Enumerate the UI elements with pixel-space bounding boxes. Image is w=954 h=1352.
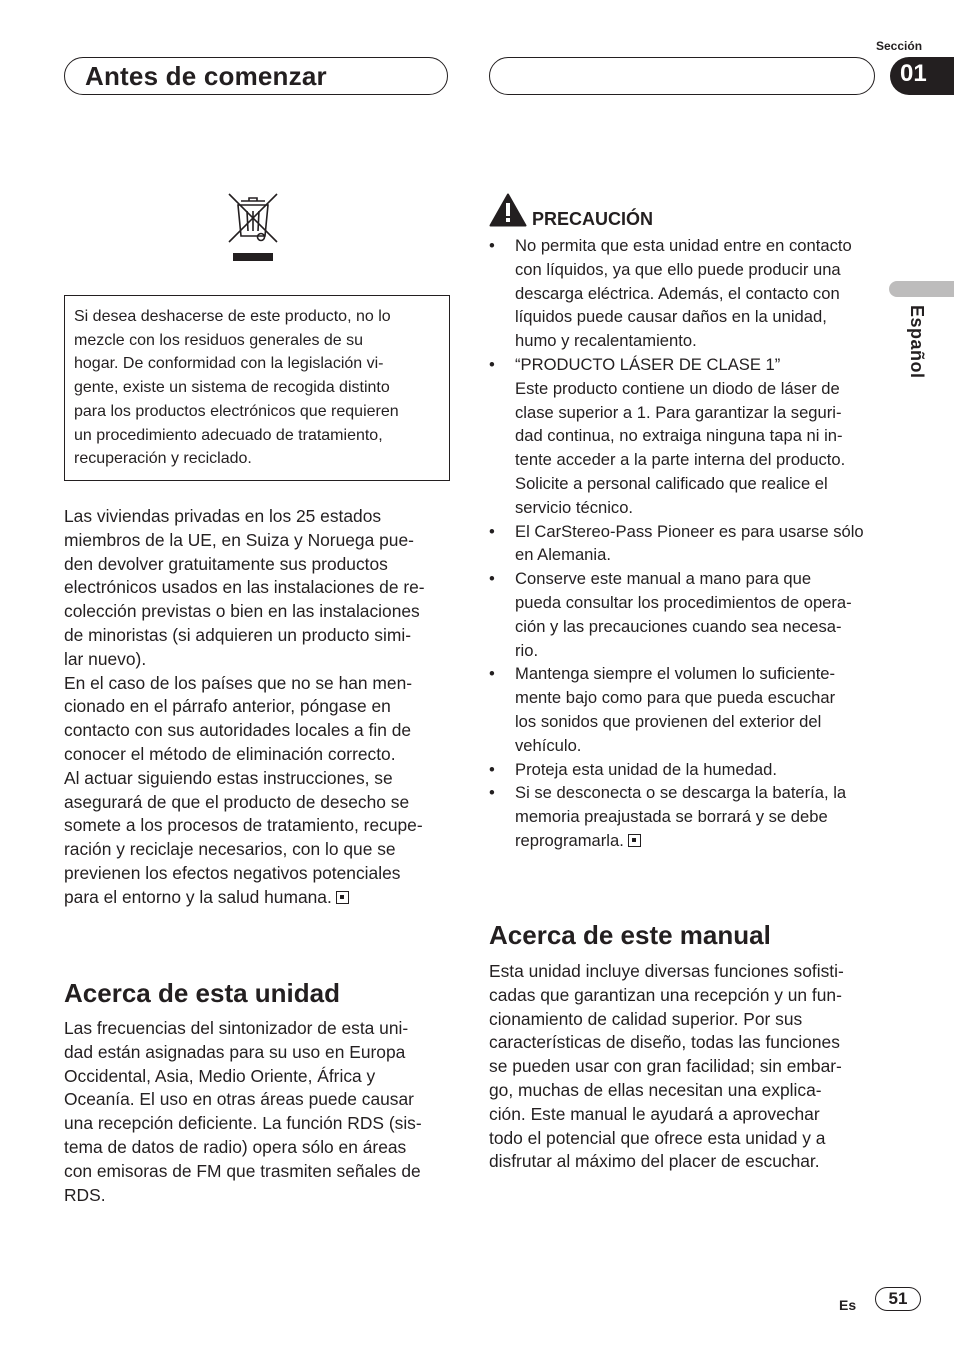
text-line: ción. Este manual le ayudará a aprovechar [489,1103,820,1124]
text-line: somete a los procesos de tratamiento, recupe- [64,815,423,836]
text-line: mente bajo como para que pueda escuchar [515,688,836,708]
text-line: vehículo. [515,735,582,755]
text-line: Este producto contiene un diodo de láser de [515,378,840,398]
text-line: miembros de la UE, en Suiza y Noruega pue- [64,529,414,550]
caution-item [489,662,864,757]
bullet-icon: • [489,783,495,803]
header-right-pill [489,57,875,95]
text-line: rio. [515,640,539,660]
text-line: ración y reciclaje necesarios, con lo que se [64,839,396,860]
text-line: conocer el método de eliminación correcto. [64,743,396,764]
text-line: Esta unidad incluye diversas funciones sofisti- [489,961,844,981]
text-line: den devolver gratuitamente sus productos [64,553,388,574]
text-line: “PRODUCTO LÁSER DE CLASE 1” [515,354,781,374]
text-line: servicio técnico. [515,497,634,517]
language-tab-bar [889,281,954,297]
caution-item [489,781,864,852]
text-line: Oceanía. El uso en otras áreas puede causar [64,1089,414,1110]
text-line: RDS. [64,1184,106,1205]
text-line: go, muchas de ellas necesitan una explica- [489,1079,822,1100]
text-line: lar nuevo). [64,648,147,669]
text-line: memoria preajustada se borrará y se debe [515,807,828,827]
text-line: cadas que garantizan una recepción y un fun- [489,984,842,1005]
text-line: cionado en el párrafo anterior, póngase en [64,696,391,717]
text-line: asegurará de que el producto de desecho se [64,791,410,812]
page-number: 51 [875,1287,921,1311]
bullet-icon: • [489,354,495,374]
unit-section-text [64,1017,422,1207]
text-line: Solicite a personal calificado que realice el [515,473,828,493]
footer-language-code: Es [839,1297,857,1313]
text-line: gente, existe un sistema de recogida distinto [74,379,390,397]
text-line: Al actuar siguiendo estas instrucciones, se [64,767,393,788]
text-line: contacto con sus autoridades locales a fin de [64,720,412,741]
end-of-section-icon [336,891,349,904]
text-line: clase superior a 1. Para garantizar la seguri- [515,402,842,422]
caution-item [489,234,864,353]
text-line: con emisoras de FM que trasmiten señales de [64,1160,421,1181]
disposal-body-text [64,505,425,910]
manual-section-heading: Acerca de este manual [489,920,771,950]
caution-list [489,234,864,853]
text-line: líquidos puede causar daños en la unidad, [515,307,827,327]
text-line: mezcle con los residuos generales de su [74,331,364,349]
text-line: tente acceder a la parte interna del producto. [515,450,846,470]
text-line: recuperación y reciclado. [74,450,252,468]
text-line: para el entorno y la salud humana. [64,886,425,910]
text-line: dad continua, no extraiga ninguna tapa ni in- [515,426,843,446]
text-line: ción y las precauciones cuando sea necesa- [515,616,842,636]
manual-section-text [489,960,844,1174]
text-line: reprogramarla. [515,829,864,853]
caution-item [489,520,864,568]
text-line: disfrutar al máximo del placer de escuchar. [489,1151,820,1172]
section-number-tab: 01 [890,57,954,95]
text-line: Proteja esta unidad de la humedad. [515,759,777,779]
bullet-icon: • [489,664,495,684]
end-of-section-icon [628,834,641,847]
text-line: se pueden usar con gran facilidad; sin embar- [489,1056,842,1077]
section-label: Sección [876,39,923,53]
bullet-icon: • [489,236,495,255]
text-line: cionamiento de calidad superior. Por sus [489,1008,803,1029]
bullet-icon: • [489,521,495,541]
text-line: en Alemania. [515,545,611,565]
text-line: Si se desconecta o se descarga la batería, la [515,783,847,803]
text-line: electrónicos usados en las instalaciones de re- [64,577,425,598]
text-line: previenen los efectos negativos potenciales [64,862,401,883]
text-line: hogar. De conformidad con la legislación vi- [74,355,384,373]
disposal-notice-text [74,305,399,471]
caution-item [489,567,864,662]
text-line: No permita que esta unidad entre en contacto [515,236,852,255]
language-tab-label: Español [907,305,927,379]
chapter-title-pill [64,57,448,95]
text-line: dad están asignadas para su uso en Europa [64,1041,406,1062]
text-line: un procedimiento adecuado de tratamiento, [74,426,383,444]
unit-section-heading: Acerca de esta unidad [64,978,340,1008]
warning-triangle-icon [489,193,527,227]
text-line: Las frecuencias del sintonizador de esta uni- [64,1018,409,1038]
bullet-icon: • [489,569,495,589]
caution-title: PRECAUCIÓN [532,209,654,229]
text-line: colección previstas o bien en las instalaciones [64,601,420,622]
text-line: para los productos electrónicos que requieren [74,402,399,420]
chapter-title: Antes de comenzar [85,61,327,91]
text-line: humo y recalentamiento. [515,331,697,351]
text-line: Mantenga siempre el volumen lo suficiente- [515,664,836,684]
text-line: pueda consultar los procedimientos de opera- [515,592,852,612]
caution-item [489,758,864,782]
text-line: características de diseño, todas las funciones [489,1032,840,1053]
text-line: descarga eléctrica. Además, el contacto con [515,283,840,303]
crossed-out-wheelie-bin-icon [225,192,281,264]
bullet-icon: • [489,759,495,779]
text-line: Occidental, Asia, Medio Oriente, África y [64,1065,376,1086]
text-line: tema de datos de radio) opera sólo en áreas [64,1136,407,1157]
text-line: una recepción deficiente. La función RDS (sis- [64,1113,422,1134]
text-line: todo el potencial que ofrece esta unidad y a [489,1127,826,1148]
text-line: Las viviendas privadas en los 25 estados [64,506,382,526]
text-line: con líquidos, ya que ello puede producir una [515,259,841,279]
text-line: El CarStereo-Pass Pioneer es para usarse sólo [515,521,864,541]
text-line: de minoristas (si adquieren un producto simi- [64,624,412,645]
caution-item [489,353,864,520]
text-line: Conserve este manual a mano para que [515,569,812,589]
text-line: En el caso de los países que no se han men- [64,672,413,693]
text-line: los sonidos que provienen del exterior del [515,711,822,731]
text-line: Si desea deshacerse de este producto, no lo [74,308,391,325]
